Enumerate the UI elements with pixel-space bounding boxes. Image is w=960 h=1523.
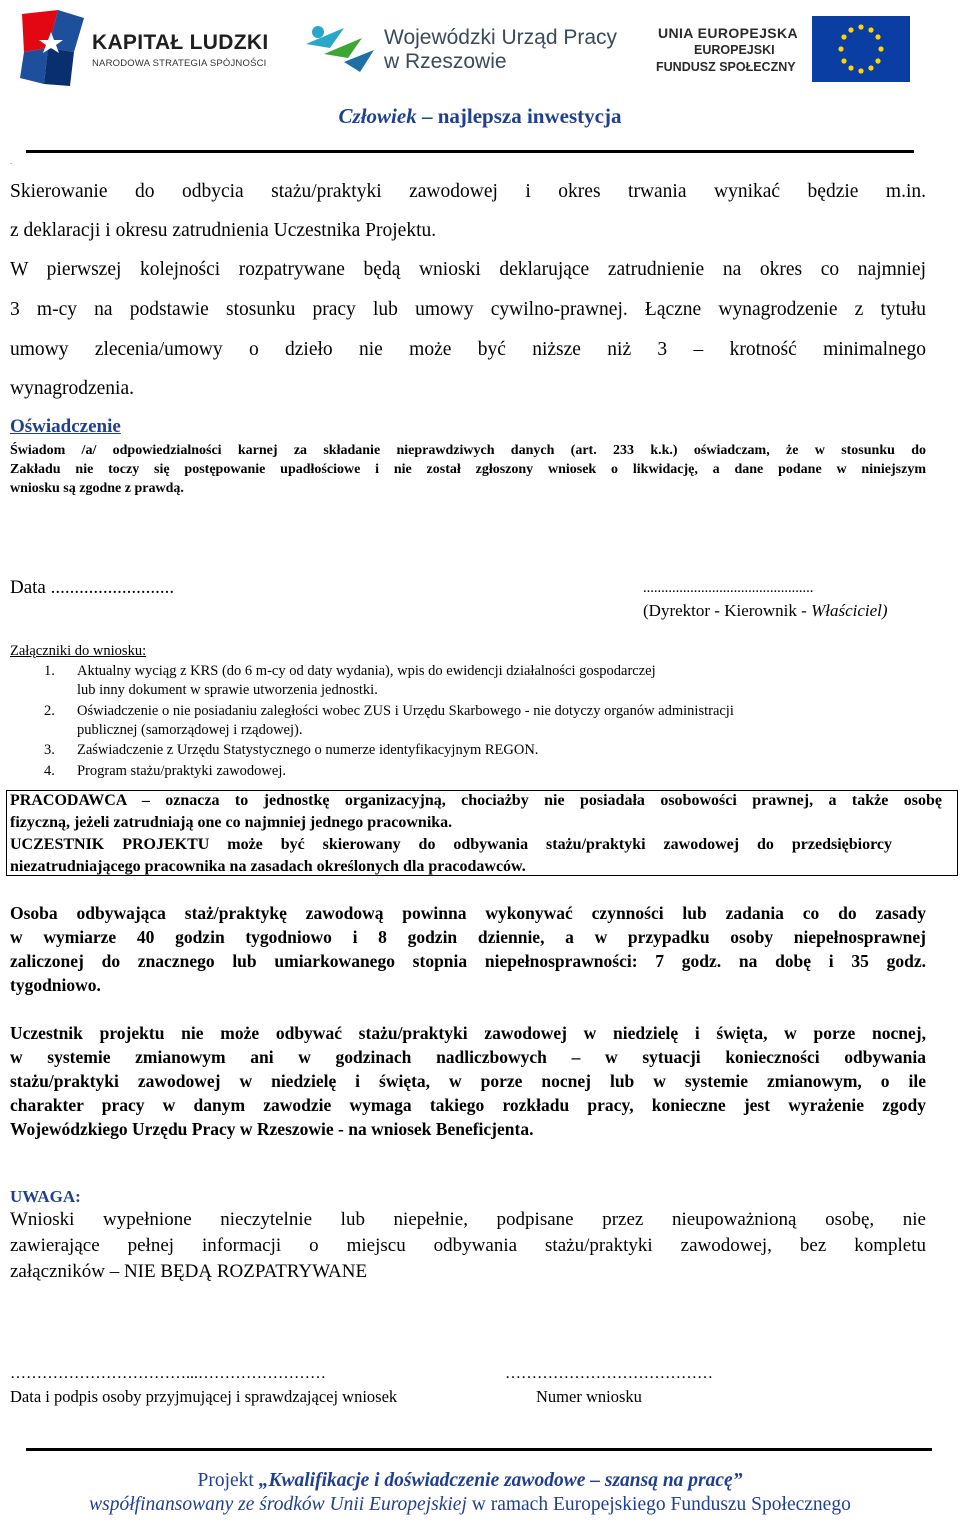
- eu-flag: [812, 16, 910, 82]
- attachment-3-line1: Zaświadczenie z Urzędu Statystycznego o numerze identyfikacyjnym REGON.: [77, 742, 539, 758]
- application-number-label: Numer wniosku: [536, 1387, 642, 1406]
- attachment-2-line1: Oświadczenie o nie posiadaniu zaległości wobec ZUS i Urzędu Skarbowego - nie dotyczy organów administracji: [77, 703, 734, 719]
- footer-project-prefix: Projekt: [197, 1470, 259, 1491]
- signature-role: [643, 601, 888, 621]
- restrictions-line-5: Wojewódzkiego Urzędu Pracy w Rzeszowie - na wniosek Beneficjenta.: [10, 1119, 534, 1139]
- receiver-signature-dots: ……………………………...……………………: [10, 1365, 326, 1382]
- hours-line-2: w wymiarze 40 godzin tygodniowo i 8 godzin dziennie, a w przypadku osoby niepełnosprawnej: [10, 927, 926, 947]
- attachment-1-line2: lub inny dokument w sprawie utworzenia jednostki.: [77, 682, 378, 698]
- intro-line-3: W pierwszej kolejności rozpatrywane będą wnioski deklarujące zatrudnienie na okres co najmniej: [10, 259, 926, 280]
- header-divider: [26, 150, 914, 153]
- restrictions-line-1: Uczestnik projektu nie może odbywać stażu/praktyki zawodowej w niedzielę i święta, w porze nocnej,: [10, 1023, 926, 1043]
- warning-line-3: załączników – NIE BĘDĄ ROZPATRYWANE: [10, 1261, 368, 1282]
- kl-subtitle: NARODOWA STRATEGIA SPÓJNOŚCI: [92, 58, 267, 69]
- date-field-label: Data ..........................: [10, 577, 175, 598]
- restrictions-line-2: w systemie zmianowym ani w godzinach nadliczbowych – w sytuacji konieczności odbywania: [10, 1047, 926, 1067]
- hours-line-4: tygodniowo.: [10, 975, 101, 995]
- kl-title: KAPITAŁ LUDZKI: [92, 31, 269, 54]
- signature-role-italic: Właściciel): [811, 601, 888, 620]
- wup-logo: [300, 14, 380, 84]
- footer-project-title: „Kwalifikacje i doświadczenie zawodowe – szansą na pracę”: [258, 1470, 743, 1491]
- definitions-line-2: fizyczną, jeżeli zatrudniają one co najmniej jednego pracownika.: [10, 814, 453, 831]
- intro-line-6: wynagrodzenia.: [10, 378, 134, 399]
- attachment-num-1: 1.: [44, 663, 55, 679]
- attachment-1-line1: Aktualny wyciąg z KRS (do 6 m-cy od daty wydania), wpis do ewidencji działalności gospodarczej: [77, 663, 656, 679]
- slogan-rest: – najlepsza inwestycja: [416, 104, 622, 128]
- footer-funding-italic: współfinansowany ze środków Unii Europejskiej: [89, 1494, 467, 1515]
- warning-line-1: Wnioski wypełnione nieczytelnie lub niepełnie, podpisane przez nieupoważnioną osobę, nie: [10, 1209, 926, 1230]
- application-number-dots: …………………………………: [505, 1365, 713, 1382]
- intro-line-2: z deklaracji i okresu zatrudnienia Uczestnika Projektu.: [10, 220, 437, 241]
- declaration-line-1: Świadom /a/ odpowiedzialności karnej za składanie nieprawdziwych danych (art. 233 k.k.) oświadczam, że w stosunku do: [10, 443, 926, 458]
- attachment-2-line2: publicznej (samorządowej i rządowej).: [77, 722, 303, 738]
- wup-name-line2: w Rzeszowie: [384, 50, 507, 73]
- footer-funding-line: [0, 1494, 940, 1516]
- attachment-4-line1: Program stażu/praktyki zawodowej.: [77, 763, 286, 779]
- declaration-heading: Oświadczenie: [10, 416, 121, 437]
- slogan-italic: Człowiek: [338, 104, 417, 128]
- definitions-line-4: niezatrudniającego pracownika na zasadach określonych dla pracodawców.: [10, 858, 526, 875]
- intro-line-5: umowy zlecenia/umowy o dzieło nie może być niższe niż 3 – krotność minimalnego: [10, 339, 926, 360]
- ue-line1: UNIA EUROPEJSKA: [658, 25, 799, 41]
- warning-heading: UWAGA:: [10, 1187, 81, 1206]
- kapital-ludzki-logo: [18, 8, 88, 88]
- intro-line-4: 3 m-cy na podstawie stosunku pracy lub umowy cywilno-prawnej. Łączne wynagrodzenie z tytułu: [10, 299, 926, 320]
- hours-line-1: Osoba odbywająca staż/praktykę zawodową powinna wykonywać czynności lub zadania co do zasady: [10, 903, 926, 923]
- kapital-ludzki-emblem-icon: [18, 8, 88, 88]
- warning-line-2: zawierające pełnej informacji o miejscu odbywania stażu/praktyki zawodowej, bez kompletu: [10, 1235, 926, 1256]
- intro-line-1: Skierowanie do odbycia stażu/praktyki zawodowej i okres trwania wynikać będzie m.in.: [10, 181, 926, 202]
- signature-role-prefix: (Dyrektor - Kierownik -: [643, 601, 812, 620]
- restrictions-line-3: stażu/praktyki zawodowej w niedzielę i święta, w porze nocnej lub w systemie zmianowym, o ile: [10, 1071, 926, 1091]
- definitions-line-3: UCZESTNIK PROJEKTU może być skierowany do odbywania stażu/praktyki zawodowej do przedsiębiorcy: [10, 836, 892, 853]
- declaration-line-2: Zakładu nie toczy się postępowanie upadłościowe i nie został zgłoszony wniosek o likwidację, a dane podane w niniejszym: [10, 462, 926, 477]
- definitions-line-1: PRACODAWCA – oznacza to jednostkę organizacyjną, chociażby nie posiadała osobowości prawnej, a także osobę: [10, 792, 942, 809]
- signature-dots: ...............................................: [643, 580, 814, 596]
- ue-line3: FUNDUSZ SPOŁECZNY: [656, 60, 796, 74]
- ue-line2: EUROPEJSKI: [694, 43, 775, 57]
- eu-stars-icon: [812, 16, 910, 82]
- attachment-num-4: 4.: [44, 763, 55, 779]
- restrictions-line-4: charakter pracy w danym zawodzie wymaga takiego rozkładu pracy, konieczne jest wyrażenie zgody: [10, 1095, 926, 1115]
- footer-funding-rest: w ramach Europejskiego Funduszu Społecznego: [466, 1494, 851, 1515]
- declaration-line-3: wniosku są zgodne z prawdą.: [10, 481, 184, 496]
- attachment-num-3: 3.: [44, 742, 55, 758]
- receiver-signature-label: Data i podpis osoby przyjmującej i sprawdzającej wniosek: [10, 1387, 398, 1406]
- stray-dot: .: [10, 156, 13, 166]
- footer-project-line: [0, 1470, 940, 1492]
- attachments-heading: Załączniki do wniosku:: [10, 643, 147, 659]
- header-slogan: [0, 104, 960, 129]
- attachment-num-2: 2.: [44, 703, 55, 719]
- wup-name-line1: Wojewódzki Urząd Pracy: [384, 26, 618, 49]
- hours-line-3: zaliczonej do znacznego lub umiarkowanego stopnia niepełnosprawności: 7 godz. na dobę i 35 godz.: [10, 951, 926, 971]
- footer-divider: [26, 1448, 932, 1451]
- wup-emblem-icon: [300, 14, 380, 84]
